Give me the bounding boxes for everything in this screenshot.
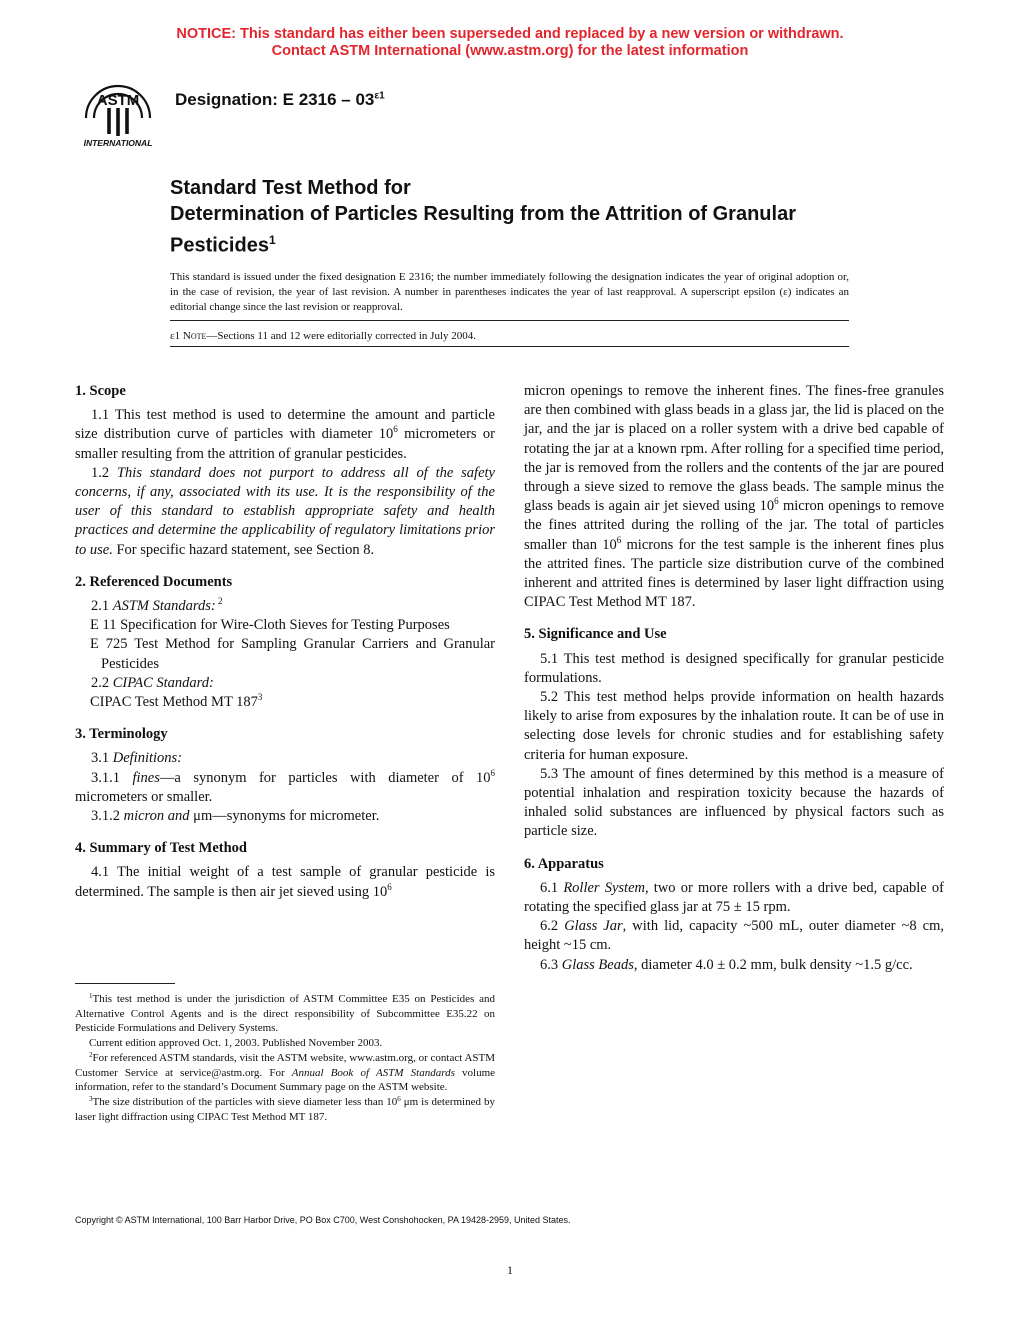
text: micron openings to remove the inherent fines. The fines-free granules are then combined with glass beads in a glass jar, the lid is placed on the jar, and the jar is placed on a roller system with a drive bed capable of rotating the jar at a known rpm. After rolling for a specified time period, the jar is removed from the rollers and the contents of the jar are poured through a sieve sized to remove the glass beads. The sample minus the glass beads is again air jet sieved using 10 xyxy=(524,383,944,515)
text: , two or more rollers with a drive bed, capable of rotating the specified glass jar at 75 ± 15 rpm. xyxy=(524,879,944,916)
footnote-mark: 2 xyxy=(89,1050,93,1059)
superscript: 6 xyxy=(387,881,392,892)
text: micron openings to remove the fines attrited during the rolling of the jar. The total of particles smaller than 10 xyxy=(524,498,944,553)
text: 4.1 The initial weight of a test sample of granular pesticide is determined. The sample is then air jet sieved using 10 xyxy=(75,864,495,900)
footnote-mark: 1 xyxy=(89,992,93,1000)
paragraph-6-1 xyxy=(524,879,944,917)
text: This test method is under the jurisdiction of ASTM Committee E35 on Pesticides and Alternative Control Agents and is the direct responsibility of Subcommittee E35.22 on Pesticide Formulations and Delivery Systems. xyxy=(75,993,495,1035)
text: 3.1 xyxy=(91,750,113,767)
footnote-rule xyxy=(75,983,175,984)
superscript: 6 xyxy=(616,534,622,545)
editorial-label: Note xyxy=(182,330,207,342)
text: For referenced ASTM standards, visit the ASTM website, www.astm.org, or contact ASTM Customer Service at service@astm.org. For xyxy=(75,1051,495,1079)
editorial-text: —Sections 11 and 12 were editorially corrected in July 2004. xyxy=(206,330,477,342)
divider-bottom xyxy=(170,346,849,347)
reference-e11: E 11 Specification for Wire-Cloth Sieves for Testing Purposes xyxy=(90,617,450,634)
text: 3.1.1 xyxy=(91,769,133,786)
paragraph-1-2 xyxy=(75,464,495,560)
title-line-1: Standard Test Method for xyxy=(170,177,411,199)
paragraph-4-1-continued xyxy=(524,382,944,612)
footnote-3 xyxy=(75,1095,495,1124)
text: volume information, refer to the standard’s Document Summary page on the ASTM website. xyxy=(75,1066,496,1094)
withdrawal-notice xyxy=(0,26,1020,60)
text: —a synonym for particles with diameter of 10 xyxy=(159,769,491,786)
paragraph-6-2 xyxy=(524,917,944,955)
footnotes xyxy=(75,992,495,1124)
reference-cipac xyxy=(75,693,495,712)
text: , with lid, capacity ~500 mL, outer diameter ~8 cm, height ~15 cm. xyxy=(524,918,944,954)
italic-text: Definitions: xyxy=(112,750,183,767)
designation xyxy=(175,90,385,110)
italic-text: CIPAC Standard: xyxy=(112,674,214,691)
reference-e725: E 725 Test Method for Sampling Granular Carriers and Granular Pesticides xyxy=(90,636,495,672)
superscript: 6 xyxy=(397,1094,401,1103)
section-heading-summary: 4. Summary of Test Method xyxy=(75,840,247,857)
text: 1.2 xyxy=(91,464,117,481)
title-footnote-mark: 1 xyxy=(268,233,276,247)
paragraph-3-1 xyxy=(75,749,495,768)
italic-text: Glass Jar xyxy=(564,918,623,935)
superscript: 2 xyxy=(215,596,223,607)
paragraph-6-3 xyxy=(524,956,944,975)
copyright-line: Copyright © ASTM International, 100 Barr Harbor Drive, PO Box C700, West Conshohocken, PA 19428-2959, United States. xyxy=(75,1215,571,1225)
italic-text: ASTM Standards: xyxy=(112,598,216,615)
italic-text: Annual Book of ASTM Standards xyxy=(291,1066,455,1079)
logo-subtext: INTERNATIONAL xyxy=(83,138,153,148)
notice-line-1: NOTICE: This standard has either been superseded and replaced by a new version or withdrawn. xyxy=(176,26,844,42)
notice-line-2: Contact ASTM International (www.astm.org) for the latest information xyxy=(271,43,749,59)
italic-text: This standard does not purport to address all of the safety concerns, if any, associated with its use. It is the responsibility of the user of this standard to establish appropriate safety and health practices and determine the applicability of regulatory limitations prior to use. xyxy=(75,464,495,558)
section-heading-scope: 1. Scope xyxy=(75,383,126,399)
divider-top xyxy=(170,320,849,321)
title-line-2: Determination of Particles Resulting from the Attrition of Granular Pesticides xyxy=(170,203,796,257)
text: 1.1 This test method is used to determine the amount and particle size distribution curve of particles with diameter 10 xyxy=(75,407,495,443)
superscript: 6 xyxy=(774,496,779,507)
left-column xyxy=(75,382,495,902)
paragraph-3-1-2 xyxy=(75,807,495,826)
text: 2.1 xyxy=(91,598,113,615)
text: , diameter 4.0 ± 0.2 mm, bulk density ~1.5 g/cc. xyxy=(633,956,913,973)
footnote-mark: 3 xyxy=(89,1094,93,1103)
italic-text: Glass Beads xyxy=(561,956,634,973)
astm-logo-icon xyxy=(76,78,160,150)
text: 6.2 xyxy=(540,918,565,935)
section-heading-significance: 5. Significance and Use xyxy=(524,626,667,643)
superscript: 6 xyxy=(490,767,496,778)
right-column xyxy=(524,382,944,975)
paragraph-2-1 xyxy=(75,597,495,616)
italic-text: micron and xyxy=(123,808,194,825)
editorial-note xyxy=(170,329,476,344)
text: The size distribution of the particles with sieve diameter less than 10 xyxy=(92,1095,398,1108)
document-title xyxy=(170,175,860,259)
footnote-2 xyxy=(75,1051,495,1095)
designation-superscript: ε1 xyxy=(374,90,385,102)
paragraph-1-1 xyxy=(75,406,495,464)
text: 6.1 xyxy=(540,879,564,896)
paragraph-5-3: 5.3 The amount of fines determined by this method is a measure of potential inhalation and respiration toxicity because the hazards of inhaled solid substances are influenced by physical factors such as particle size. xyxy=(524,765,944,840)
editorial-mark: ε1 xyxy=(170,330,181,342)
paragraph-2-2 xyxy=(75,674,495,693)
paragraph-5-1: 5.1 This test method is designed specifically for granular pesticide formulations. xyxy=(524,650,944,686)
text: micrometers or smaller. xyxy=(75,788,213,805)
designation-label: Designation: E 2316 – 03 xyxy=(175,90,375,109)
text: μm—synonyms for micrometer. xyxy=(193,808,380,825)
section-heading-terminology: 3. Terminology xyxy=(75,726,168,743)
footnote-1-edition: Current edition approved Oct. 1, 2003. Published November 2003. xyxy=(89,1037,383,1050)
text: micrometers or smaller resulting from the attrition of granular pesticides. xyxy=(75,426,495,462)
italic-text: Roller System xyxy=(563,879,645,896)
text: For specific hazard statement, see Section 8. xyxy=(112,541,375,558)
paragraph-4-1 xyxy=(75,863,495,901)
footnote-1 xyxy=(75,992,495,1036)
logo-text: ASTM xyxy=(96,92,140,109)
text: 3.1.2 xyxy=(91,808,124,825)
text: 6.3 xyxy=(540,956,562,973)
italic-text: fines xyxy=(132,769,160,786)
page-number: 1 xyxy=(507,1263,513,1277)
paragraph-5-2: 5.2 This test method helps provide information on health hazards likely to arise from exposures by the inhalation route. It can be of use in selecting dose levels for chronic studies and for establishing safety criteria for human exposure. xyxy=(524,689,944,763)
text: CIPAC Test Method MT 187 xyxy=(90,694,258,711)
paragraph-3-1-1 xyxy=(75,769,495,807)
text: microns for the test sample is the inherent fines plus the attrited fines. The particle size distribution curve of the combined inherent and attrited fines is determined by laser light diffraction using CIPAC Test Method MT 187. xyxy=(524,536,944,611)
superscript: 3 xyxy=(257,692,263,703)
section-heading-referenced-documents: 2. Referenced Documents xyxy=(75,573,233,590)
text: 2.2 xyxy=(91,674,113,691)
issue-note: This standard is issued under the fixed designation E 2316; the number immediately following the designation indicates the year of original adoption or, in the case of revision, the year of last revision. A number in parentheses indicates the year of last reapproval. A superscript epsilon (ε) indicates an editorial change since the last revision or reapproval. xyxy=(170,271,849,313)
text: μm is determined by laser light diffraction using CIPAC Test Method MT 187. xyxy=(75,1095,495,1123)
superscript: 6 xyxy=(393,424,398,435)
section-heading-apparatus: 6. Apparatus xyxy=(524,855,604,872)
